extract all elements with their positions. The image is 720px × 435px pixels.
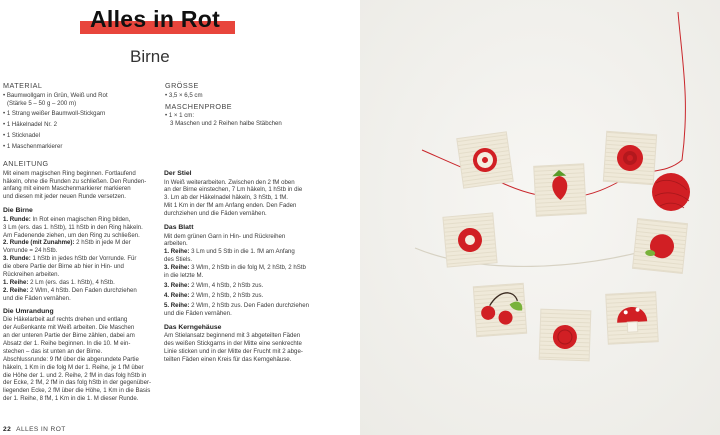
square-rose (603, 131, 656, 184)
stem-line: durchziehen und die Fäden vernähen. (164, 210, 267, 218)
square-mushroom (606, 292, 659, 345)
square-red-blank (443, 213, 497, 267)
row-text: und die Fäden vernähen. (164, 309, 232, 317)
border-line: stechen – das ist unten an der Birne. (3, 347, 103, 355)
pattern-title: Birne (130, 47, 170, 66)
material-line: • 1 Häkelnadel Nr. 2 (3, 121, 57, 129)
material-line: (Stärke 5 – 50 g – 200 m) (7, 99, 77, 107)
round-text: 3 Lm (ers. das 1. hStb), 11 hStb in den Ring häkeln. (3, 223, 143, 231)
size-section (165, 82, 282, 128)
material-line: • Baumwollgarn in Grün, Weiß und Rot (3, 91, 108, 99)
leaf-line: arbeiten. (164, 240, 188, 248)
material-line: • 1 Maschenmarkierer (3, 143, 63, 151)
row-text: 2 Lm (ers. das 1. hStb), 4 hStb. (28, 278, 115, 286)
square-hedgehog (539, 309, 591, 361)
row-text: 3 Lm und 5 Stb in die 1. fM am Anfang (189, 248, 295, 256)
round-text: Am Fadenende ziehen, um den Ring zu schließen. (3, 231, 140, 239)
round-text: 2 hStb in jede M der (74, 239, 131, 247)
row-text: und die Fäden vernähen. (3, 294, 71, 302)
page-title: Alles in Rot (90, 6, 221, 32)
square-lemon (457, 132, 513, 188)
instructions-heading: ANLEITUNG (3, 159, 49, 168)
row-text: 3 Wlm, 2 hStb in die folg M, 2 hStb, 2 hStb (189, 264, 306, 272)
border-line: an der unteren Partie der Birne zählen, dabei am (3, 332, 135, 339)
pear-heading: Die Birne (3, 207, 33, 215)
core-heading: Das Kerngehäuse (164, 323, 222, 331)
round-text: In Rot einen magischen Ring bilden, (30, 215, 131, 223)
stem-heading: Der Stiel (164, 170, 192, 177)
core-line: Linie sticken und in der Mitte der Frucht mit 2 abge- (164, 347, 303, 355)
stem-line: In Weiß weiterarbeiten. Zwischen den 2 fM oben (164, 178, 295, 186)
core-line: teilten Fäden einen Kreis für das Kerngehäuse. (164, 355, 292, 363)
border-line: der Außenkante mit Weiß arbeiten. Die Maschen (3, 324, 135, 332)
round-text: Vorrunde = 24 hStb. (3, 247, 58, 255)
row-text: des Stiels. (164, 256, 193, 264)
border-line: der 1. Reihe, 8 fM, 1 Km in die 1. M dieser Runde. (3, 395, 139, 403)
square-cherries (473, 283, 526, 336)
round-text: 1 hStb in jedes hStb der Vorrunde. Für (30, 255, 137, 263)
gauge-line: • 1 × 1 cm: (165, 112, 195, 120)
material-line: • 1 Sticknadel (3, 132, 41, 140)
row-label: 2. Reihe: (3, 286, 29, 294)
round-text: die obere Partie der Birne ab hier in Hin- und (3, 263, 124, 271)
row-label: 1. Reihe: (164, 248, 190, 256)
row-label: 3. Reihe: (164, 264, 190, 272)
border-line: der Ecke, 2 fM, 2 fM in das folg hStb in der gegenüber- (3, 379, 152, 387)
row-text: in die letzte M. (164, 272, 204, 280)
round-label: 2. Runde (mit Zunahme): (3, 239, 75, 247)
yarn-ball (652, 173, 690, 211)
material-line: • 1 Strang weißer Baumwoll-Stickgarn (3, 110, 106, 118)
row-text: 2 Wlm, 4 hStb. Den Faden durchziehen (28, 286, 137, 294)
right-page (360, 0, 720, 435)
row-label: 1. Reihe: (3, 278, 29, 286)
gauge-line: 3 Maschen und 2 Reihen halbe Stäbchen (170, 120, 282, 127)
leaf-line: Mit dem grünen Garn in Hin- und Rückreihen (164, 232, 286, 240)
material-section (3, 82, 108, 151)
stem-line: Mit 1 Km in der fM am Anfang enden. Den Faden (164, 202, 297, 210)
page-number: 22 (3, 426, 12, 433)
page-footer (3, 426, 66, 433)
bunting-photo (360, 0, 720, 435)
leaf-heading: Das Blatt (164, 224, 194, 232)
instructions-line: anfang mit einem Maschenmarkierer markieren (3, 185, 131, 193)
title-band (80, 5, 235, 35)
border-line: Die Häkelarbeit auf rechts drehen und entlang (3, 316, 128, 324)
core-line: des weißen Stickgarns in der Mitte eine senkrechte (164, 340, 302, 347)
instructions-column-left (3, 160, 160, 403)
border-line: häkeln, 1 Km in die folg M der 1. Reihe, je 1 fM über (3, 363, 144, 371)
border-line: Abschlussrunde: 9 fM über die abgerundete Partie (3, 355, 139, 363)
row-text: 2 Wlm, 2 hStb, 2 hStb zus. (189, 291, 264, 299)
border-line: Absatz der 1. Reihe beginnen. In die 10. M ein- (3, 339, 131, 347)
core-line: Am Stielansatz beginnend mit 3 abgeteilten Fäden (164, 332, 301, 340)
round-text: Rückreihen arbeiten. (3, 271, 60, 279)
row-label: 3. Reihe: (164, 281, 190, 289)
instructions-line: Mit einem magischen Ring beginnen. Fortlaufend (3, 169, 136, 177)
row-label: 5. Reihe: (164, 301, 190, 309)
stem-line: an der Birne einstechen, 7 Lm häkeln, 1 hStb in die (164, 186, 303, 194)
square-strawberry (534, 164, 587, 217)
row-text: 2 Wlm, 4 hStb, 2 hStb zus. (189, 281, 264, 289)
instructions-line: und diesen mit jeder neuen Runde versetzen. (3, 193, 126, 201)
instructions-column-right (164, 170, 329, 364)
stem-line: 3. Lm ab der Häkelnadel häkeln, 3 hStb, 1 fM. (164, 194, 288, 202)
border-heading: Die Umrandung (3, 307, 54, 315)
border-line: die Höhe der 1. und 2. Reihe, 2 fM in das folg hStb in (3, 371, 147, 379)
footer-label: ALLES IN ROT (16, 426, 66, 433)
round-label: 1. Runde: (3, 215, 31, 223)
row-label: 4. Reihe: (164, 291, 190, 299)
material-heading: MATERIAL (3, 81, 43, 90)
gauge-heading: MASCHENPROBE (165, 101, 233, 111)
size-value: • 3,5 × 6,5 cm (165, 91, 203, 99)
border-line: liegenden Ecke, 2 fM über die Höhe, 1 Km in die Basis (3, 387, 151, 395)
size-heading: GRÖSSE (165, 81, 199, 90)
instructions-line: häkeln, ohne die Runden zu schließen. Den Runden- (3, 177, 147, 185)
square-apple (633, 219, 688, 274)
round-label: 3. Runde: (3, 255, 31, 263)
row-text: 2 Wlm, 2 hStb zus. Den Faden durchziehen (189, 301, 309, 309)
